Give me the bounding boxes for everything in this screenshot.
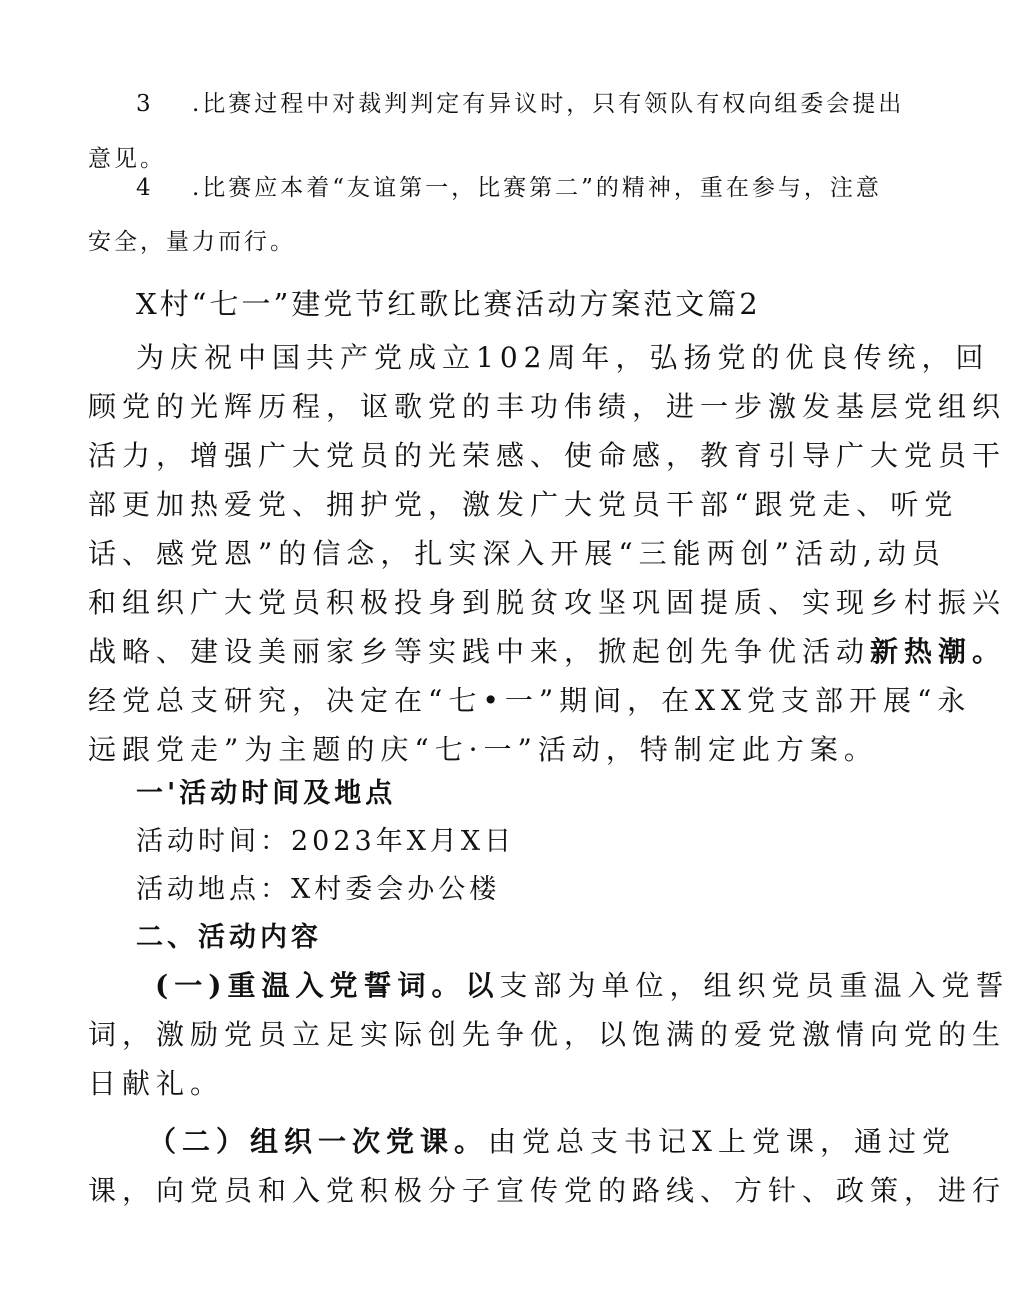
intro-line-7-bold: 新热潮。: [870, 635, 1007, 668]
item-4-line-2: 安全，量力而行。: [88, 229, 296, 255]
item-3-number: 3: [136, 91, 151, 117]
sub-2-text: 由党总支书记X上党课，通过党: [488, 1125, 956, 1158]
intro-line-2: 顾党的光辉历程，讴歌党的丰功伟绩，进一步激发基层党组织: [88, 390, 1007, 423]
activity-time: 活动时间：2023年X月X日: [136, 826, 516, 857]
sub-1-line-1: [155, 968, 1010, 1004]
activity-place: 活动地点：X村委会办公楼: [136, 874, 501, 905]
intro-line-1: 为庆祝中国共产党成立102周年，弘扬党的优良传统，回: [136, 341, 990, 374]
sub-1-line-2: 词，激励党员立足实际创先争优，以饱满的爱党激情向党的生: [88, 1018, 1007, 1051]
item-3-text: .比赛过程中对裁判判定有异议时，只有领队有权向组委会提出: [192, 91, 905, 117]
item-3-line-1: [136, 86, 904, 122]
intro-line-9: 远跟党走”为主题的庆“七·一”活动，特制定此方案。: [88, 733, 878, 766]
item-4-text: .比赛应本着“友谊第一，比赛第二”的精神，重在参与，注意: [192, 175, 882, 201]
intro-line-4: 部更加热爱党、拥护党，激发广大党员干部“跟党走、听党: [88, 488, 959, 521]
intro-line-7: [88, 634, 1006, 670]
section-1-heading: 一'活动时间及地点: [136, 778, 397, 809]
item-4-number: 4: [136, 175, 151, 201]
sub-2-title: （二）组织一次党课。: [148, 1125, 489, 1158]
section-2-heading: 二、活动内容: [136, 922, 322, 953]
sub-2-line-1: [148, 1124, 956, 1160]
intro-line-7-text: 战略、建设美丽家乡等实践中来，掀起创先争优活动: [88, 635, 871, 668]
intro-line-3: 活力，增强广大党员的光荣感、使命感，教育引导广大党员干: [88, 439, 1007, 472]
item-4-line-1: [136, 170, 882, 206]
intro-line-8: 经党总支研究，决定在“七•一”期间，在XX党支部开展“永: [88, 684, 972, 717]
document-title: X村“七一”建党节红歌比赛活动方案范文篇2: [136, 287, 761, 321]
intro-line-6: 和组织广大党员积极投身到脱贫攻坚巩固提质、实现乡村振兴: [88, 586, 1007, 619]
sub-1-text: 支部为单位，组织党员重温入党誓: [499, 969, 1010, 1002]
item-3-line-2: 意见。: [88, 146, 166, 172]
sub-2-line-2: 课，向党员和入党积极分子宣传党的路线、方针、政策，进行: [88, 1174, 1007, 1207]
intro-line-5: 话、感党恩”的信念，扎实深入开展“三能两创”活动,动员: [88, 537, 946, 570]
sub-1-title: (一)重温入党誓词。以: [155, 969, 500, 1002]
sub-1-line-3: 日献礼。: [88, 1067, 225, 1100]
